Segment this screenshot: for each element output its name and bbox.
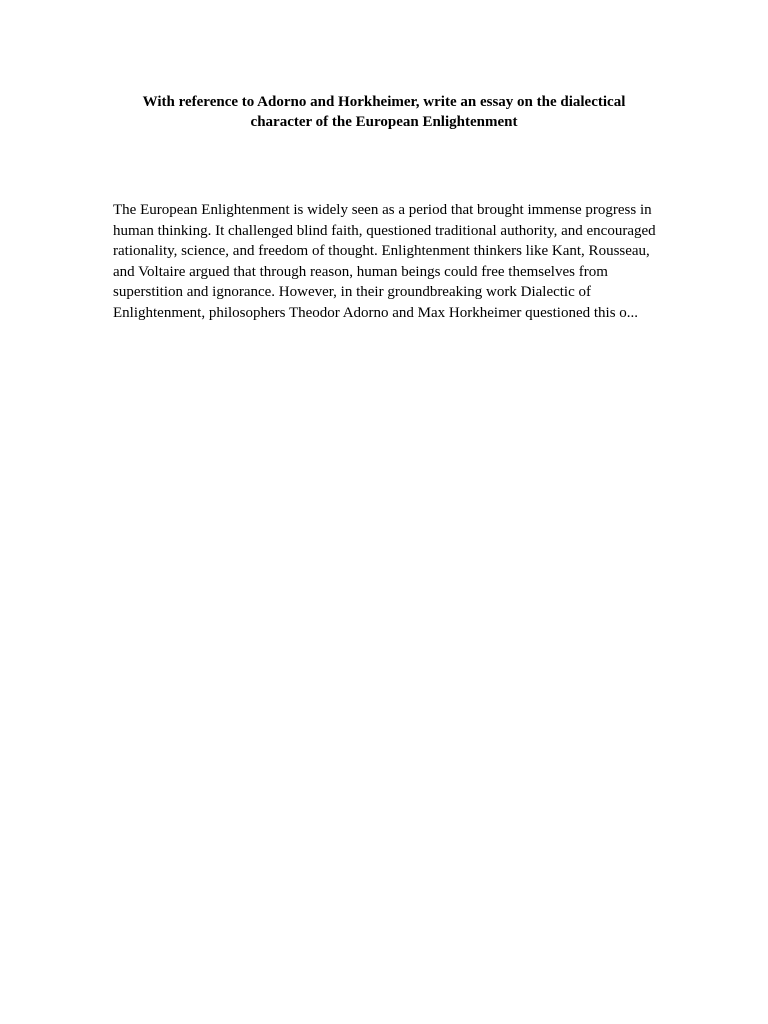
document-title: With reference to Adorno and Horkheimer, write an essay on the dialectical character of the European Enlightenment [142,94,626,130]
document-body-paragraph: The European Enlightenment is widely seen as a period that brought immense progress in human thinking. It challenged blind faith, questioned traditional authority, and encouraged rationality, science, and freedom of thought. Enlightenment thinkers like Kant, Rousseau, and Voltaire argued that through reason, human beings could free themselves from superstition and ignorance. However, in their groundbreaking work Dialectic of Enlightenment, philosophers Theodor Adorno and Max Horkheimer questioned this o... [113,202,656,321]
